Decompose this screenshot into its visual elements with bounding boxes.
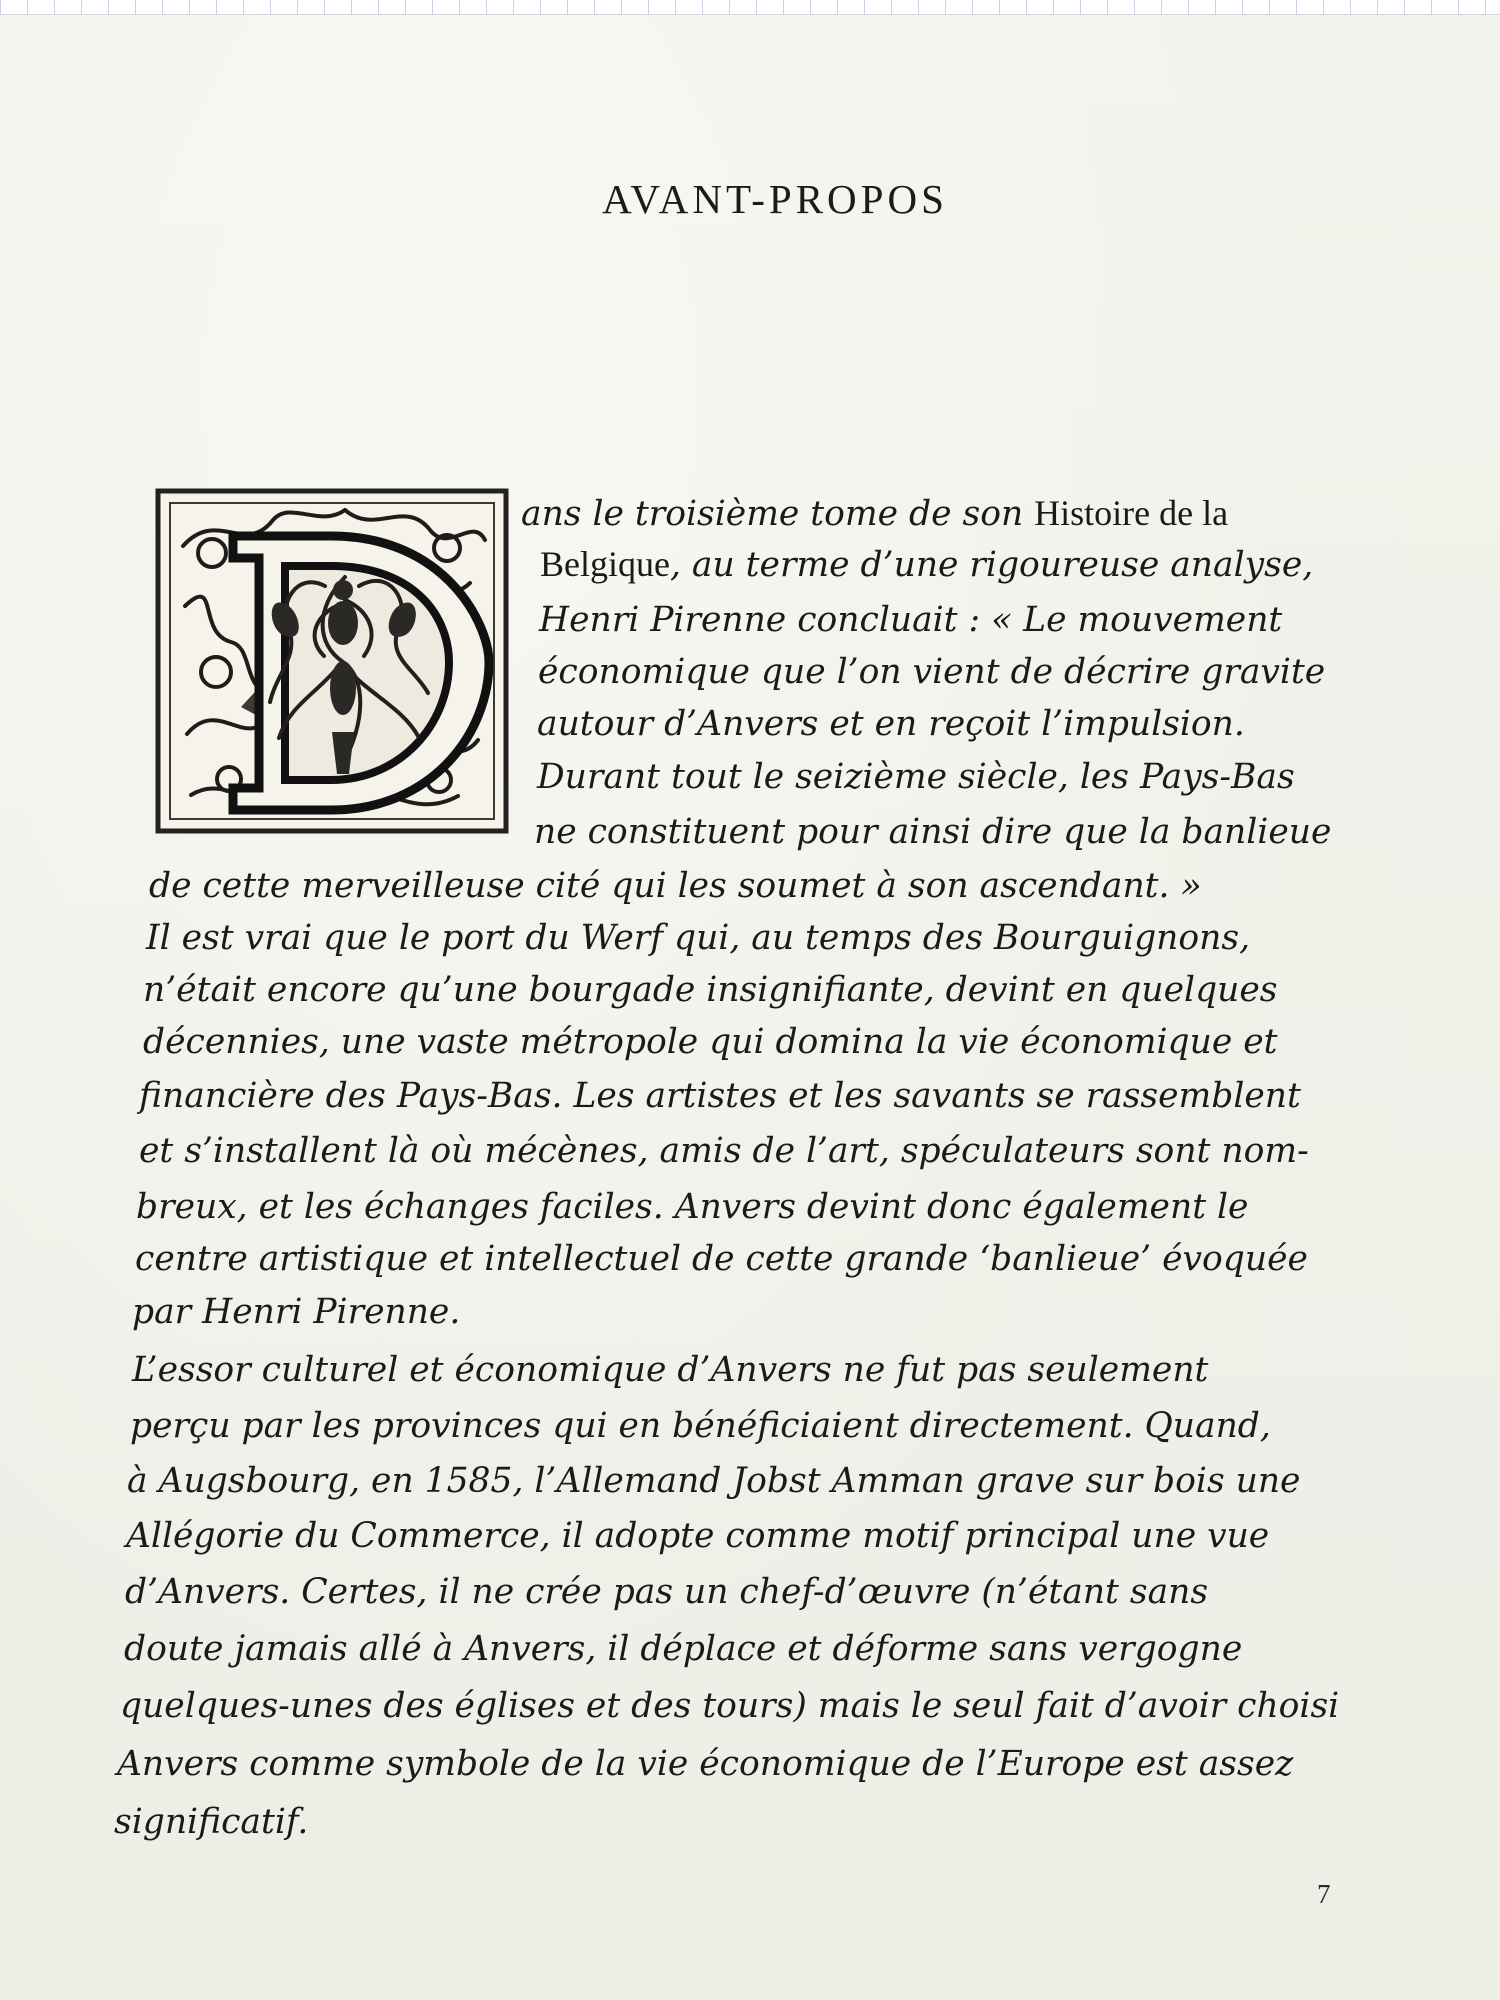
text-line: centre artistique et intellectuel de cette grande ‘banlieue’ évoquée — [135, 1239, 1308, 1279]
text-line: Henri Pirenne concluait : « Le mouvement — [539, 600, 1283, 640]
text-line: Anvers comme symbole de la vie économique de l’Europe est assez — [117, 1744, 1294, 1784]
text-line: breux, et les échanges faciles. Anvers devint donc également le — [136, 1187, 1249, 1227]
text-line: à Augsbourg, en 1585, l’Allemand Jobst Amman grave sur bois une — [127, 1461, 1301, 1501]
text-line: autour d’Anvers et en reçoit l’impulsion. — [537, 704, 1245, 744]
text-line: ans le troisième tome de son Histoire de la — [521, 493, 1229, 534]
text-line: économique que l’on vient de décrire gravite — [538, 652, 1326, 692]
text-line: décennies, une vaste métropole qui domina la vie économique et — [143, 1022, 1278, 1062]
page-number: 7 — [1317, 1879, 1331, 1909]
text-line: significatif. — [114, 1802, 309, 1842]
text-line: de cette merveilleuse cité qui les soumet à son ascendant. » — [149, 866, 1202, 906]
graph-paper-edge — [0, 0, 1500, 15]
text-line: Belgique, au terme d’une rigoureuse analyse, — [540, 544, 1314, 585]
ornamental-initial-image — [155, 488, 509, 834]
text-line: par Henri Pirenne. — [132, 1292, 461, 1332]
text-line: n’était encore qu’une bourgade insignifiante, devint en quelques — [143, 970, 1278, 1010]
text-line: doute jamais allé à Anvers, il déplace et déforme sans vergogne — [124, 1629, 1243, 1669]
text-line: Il est vrai que le port du Werf qui, au temps des Bourguignons, — [146, 918, 1251, 958]
text-line: Allégorie du Commerce, il adopte comme motif principal une vue — [126, 1516, 1270, 1556]
text-line: perçu par les provinces qui en bénéficiaient directement. Quand, — [130, 1406, 1271, 1446]
text-line: et s’installent là où mécènes, amis de l’art, spéculateurs sont nom- — [139, 1131, 1309, 1171]
page-title: AVANT-PROPOS — [602, 176, 948, 222]
text-line: ne constituent pour ainsi dire que la banlieue — [534, 812, 1332, 852]
text-line: d’Anvers. Certes, il ne crée pas un chef-d’œuvre (n’étant sans — [125, 1572, 1209, 1612]
text-line: Durant tout le seizième siècle, les Pays-Bas — [537, 757, 1295, 797]
text-line: L’essor culturel et économique d’Anvers ne fut pas seulement — [132, 1350, 1209, 1390]
text-line: financière des Pays-Bas. Les artistes et les savants se rassemblent — [139, 1076, 1301, 1116]
text-line: quelques-unes des églises et des tours) mais le seul fait d’avoir choisi — [120, 1686, 1340, 1726]
